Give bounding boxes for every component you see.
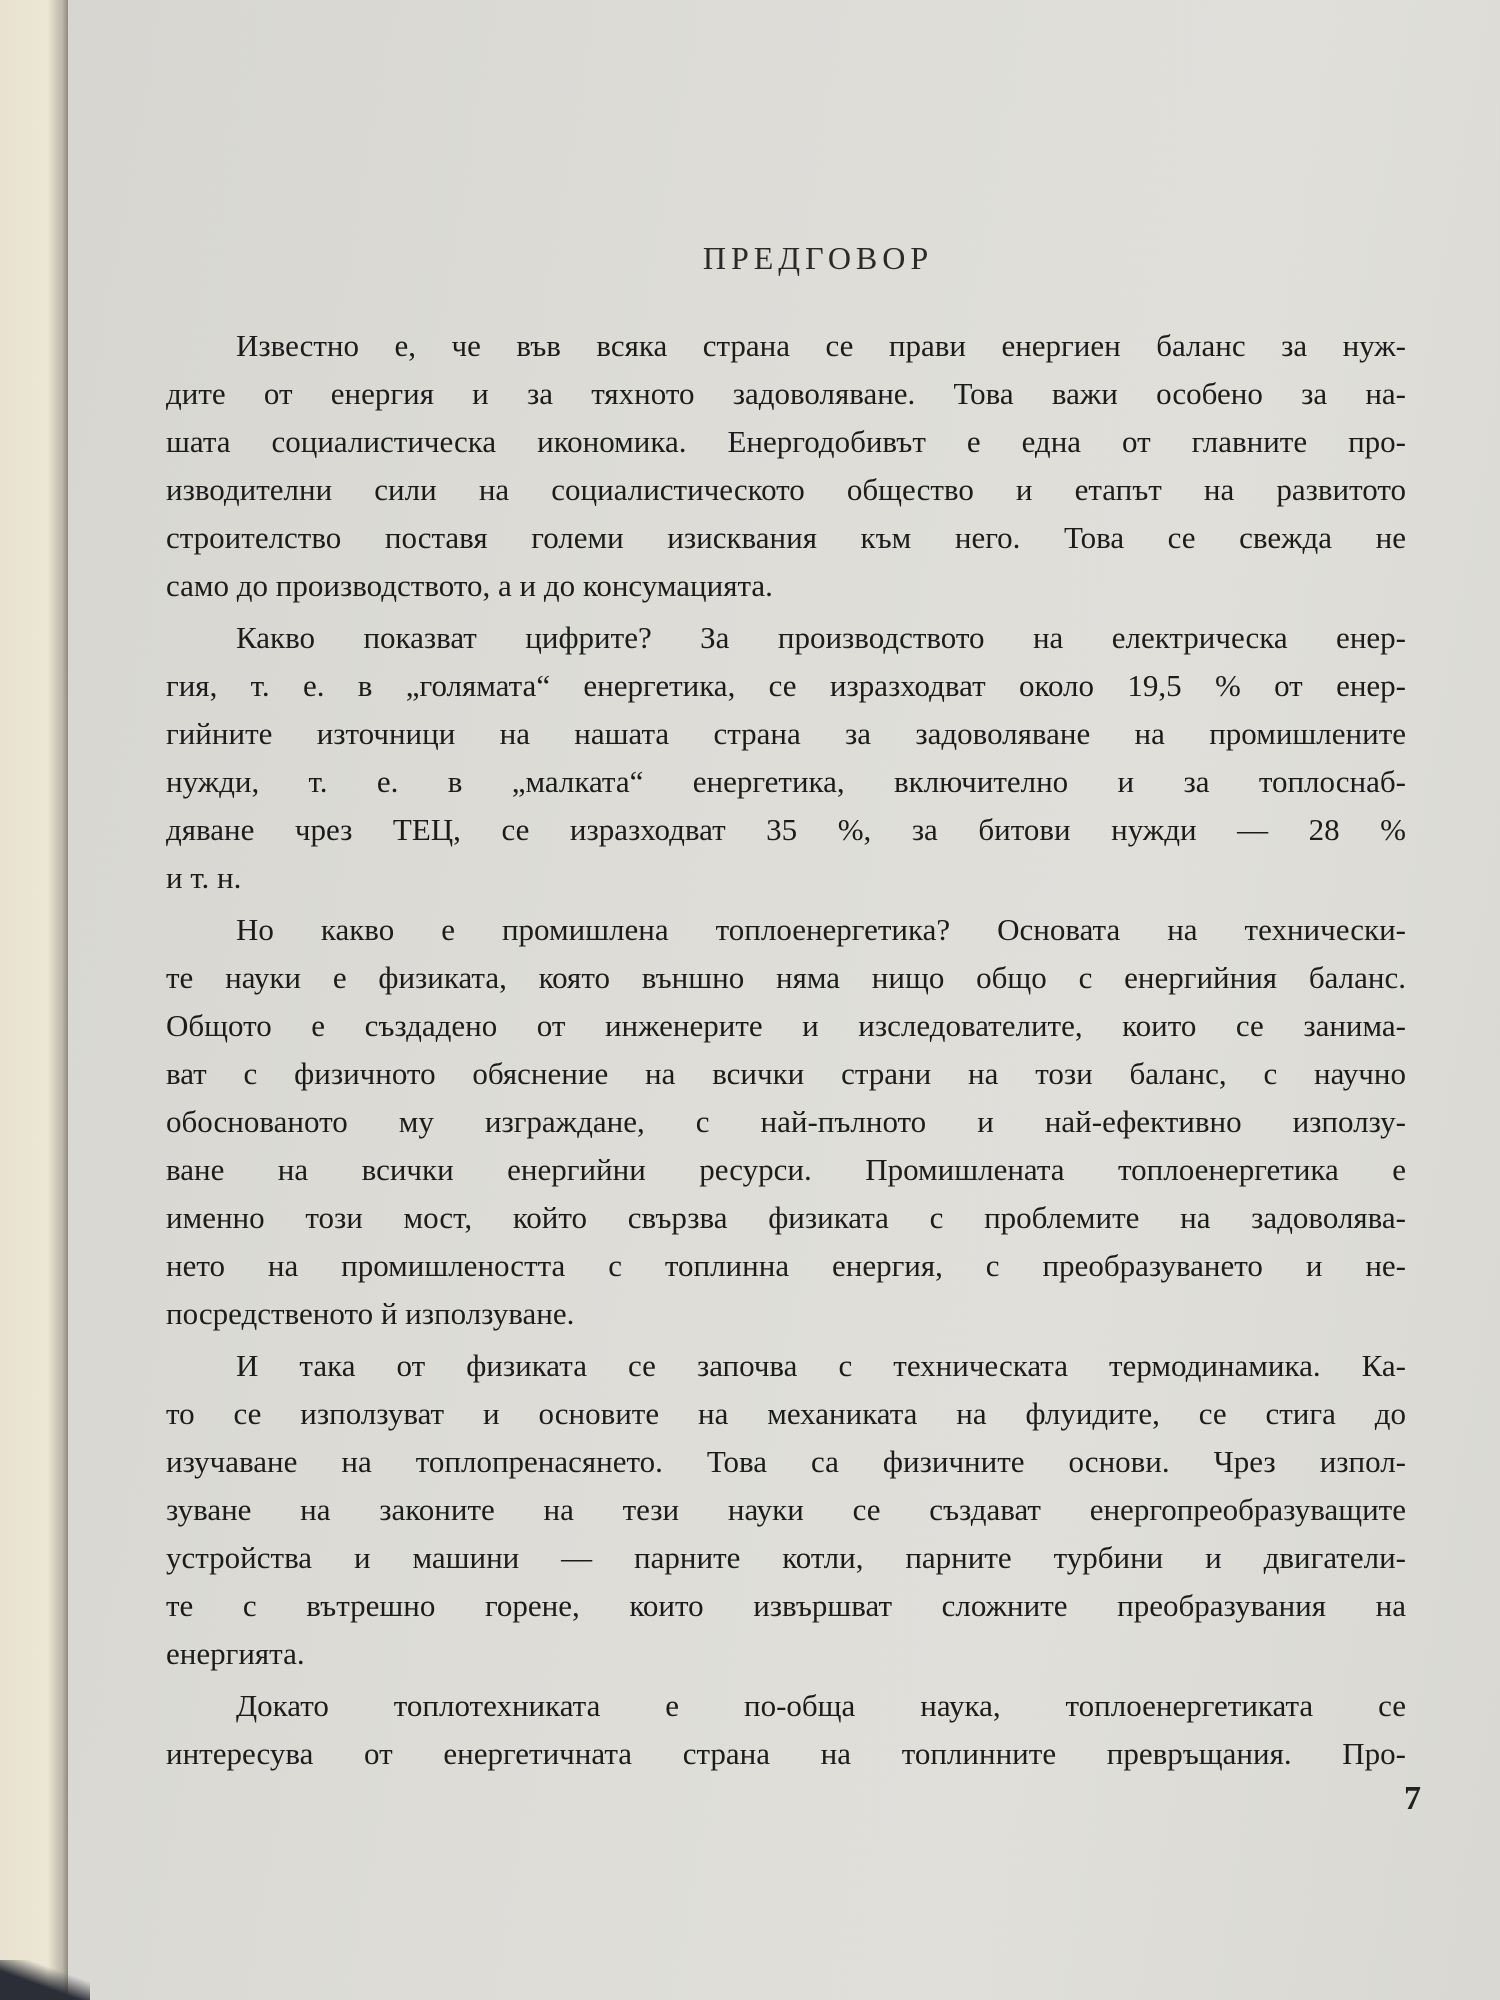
page-number: 7 <box>1404 1780 1421 1817</box>
text-line: зуване на законите на тези науки се създават енергопреобразуващите <box>166 1492 1406 1527</box>
text-line: интересува от енергетичната страна на топлинните превръщания. Про- <box>166 1736 1406 1771</box>
book-gutter <box>0 0 68 2000</box>
text-line: дите от енергия и за тяхното задоволяване. Това важи особено за на- <box>166 376 1406 411</box>
paragraph <box>166 1682 1406 1778</box>
text-line: И така от физиката се започва с техническата термодинамика. Ка- <box>236 1348 1406 1383</box>
text-line: именно този мост, който свързва физиката с проблемите на задоволява- <box>166 1200 1406 1235</box>
text-line: енергията. <box>166 1636 305 1671</box>
paragraph <box>166 614 1406 902</box>
text-line: устройства и машини — парните котли, парните турбини и двигатели- <box>166 1540 1406 1575</box>
paragraph <box>166 906 1406 1338</box>
text-line: Общото е създадено от инженерите и изследователите, които се занима- <box>166 1008 1406 1043</box>
text-line: те науки е физиката, която външно няма нищо общо с енергийния баланс. <box>166 960 1406 995</box>
text-line: Но какво е промишлена топлоенергетика? Основата на технически- <box>236 912 1406 947</box>
text-line: и т. н. <box>166 860 242 895</box>
text-line: гия, т. е. в „голямата“ енергетика, се изразходват около 19,5 % от енер- <box>166 668 1406 703</box>
text-line: ване на всички енергийни ресурси. Промишлената топлоенергетика е <box>166 1152 1406 1187</box>
text-line: дяване чрез ТЕЦ, се изразходват 35 %, за битови нужди — 28 % <box>166 812 1406 847</box>
text-line: те с вътрешно горене, които извършват сложните преобразувания на <box>166 1588 1406 1623</box>
paragraph <box>166 1342 1406 1678</box>
text-line: гийните източници на нашата страна за задоволяване на промишлените <box>166 716 1406 751</box>
text-line: Известно е, че във всяка страна се прави енергиен баланс за нуж- <box>236 328 1406 363</box>
text-line: Докато топлотехниката е по-обща наука, топлоенергетиката се <box>236 1688 1406 1723</box>
text-line: Какво показват цифрите? За производството на електрическа енер- <box>236 620 1406 655</box>
body-text <box>166 322 1406 1782</box>
text-line: изучаване на топлопренасянето. Това са физичните основи. Чрез изпол- <box>166 1444 1406 1479</box>
text-line: нужди, т. е. в „малката“ енергетика, включително и за топлоснаб- <box>166 764 1406 799</box>
text-line: строителство поставя големи изисквания към него. Това се свежда не <box>166 520 1406 555</box>
paragraph <box>166 322 1406 610</box>
book-cover-corner <box>0 1960 90 2000</box>
text-line: посредственото й използуване. <box>166 1296 575 1331</box>
text-line: обоснованото му изграждане, с най-пълното и най-ефективно използу- <box>166 1104 1406 1139</box>
page-title: ПРЕДГОВОР <box>702 240 934 276</box>
text-line: изводителни сили на социалистическото общество и етапът на развитото <box>166 472 1406 507</box>
text-line: ват с физичното обяснение на всички страни на този баланс, с научно <box>166 1056 1406 1091</box>
text-line: само до производството, а и до консумацията. <box>166 568 773 603</box>
text-line: шата социалистическа икономика. Енергодобивът е една от главните про- <box>166 424 1406 459</box>
text-line: то се използуват и основите на механиката на флуидите, се стига до <box>166 1396 1406 1431</box>
text-line: нето на промишлеността с топлинна енергия, с преобразуването и не- <box>166 1248 1406 1283</box>
